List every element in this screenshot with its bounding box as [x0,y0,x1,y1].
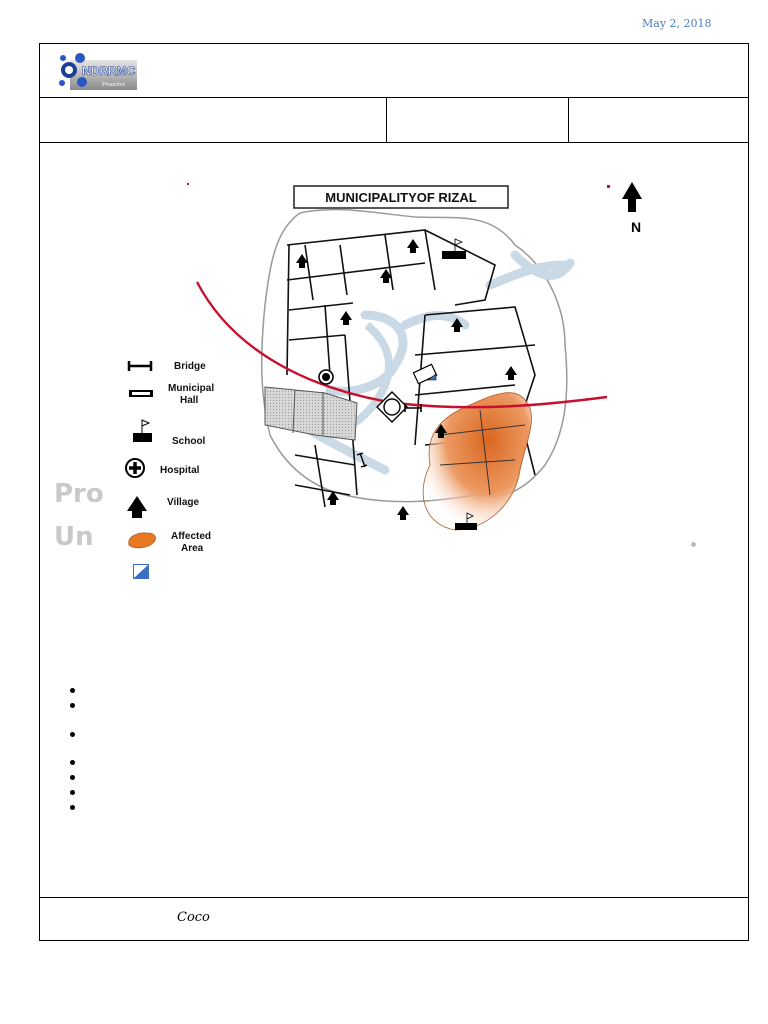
school-icon [133,433,152,442]
stray-dot [691,542,696,547]
document-date: May 2, 2018 [642,17,712,30]
bullet [70,760,75,765]
faded-heading-line2: Un [54,522,94,552]
legend-item-municipal-hall [129,383,214,406]
map-title: MUNICIPALITYOF RIZAL [325,190,477,205]
legend-item-village [127,496,199,518]
svg-text:Hospital: Hospital [160,465,200,476]
bullet [70,790,75,795]
bridge-icon [129,361,151,371]
map-legend [126,361,214,554]
svg-text:Affected: Affected [171,531,212,542]
header-row [40,44,748,98]
svg-text:NDRRMC: NDRRMC [82,64,136,78]
footer-row [40,897,748,942]
bullet [70,805,75,810]
bullet [70,703,75,708]
bullet [70,775,75,780]
signature: Coco [177,910,210,925]
ndrrmc-logo [58,50,138,92]
faded-heading-line1: Pro [54,479,104,509]
hazard-map [95,135,655,554]
legend-item-bridge [129,361,206,372]
svg-text:Proactive: Proactive [102,82,126,88]
svg-text:MunicipalHall: Municipal Hall [168,383,215,406]
svg-text:Area: Area [181,543,204,554]
north-arrow [622,182,642,235]
bullet [70,732,75,737]
north-label: N [630,219,642,235]
village-icon [127,496,147,518]
building-legend-icon [133,564,149,579]
legend-item-school [133,420,206,447]
svg-text:Bridge: Bridge [174,361,206,372]
legend-item-hospital [126,459,200,477]
svg-text:Village: Village [167,497,200,508]
svg-text:School: School [172,436,206,447]
bullet [70,688,75,693]
